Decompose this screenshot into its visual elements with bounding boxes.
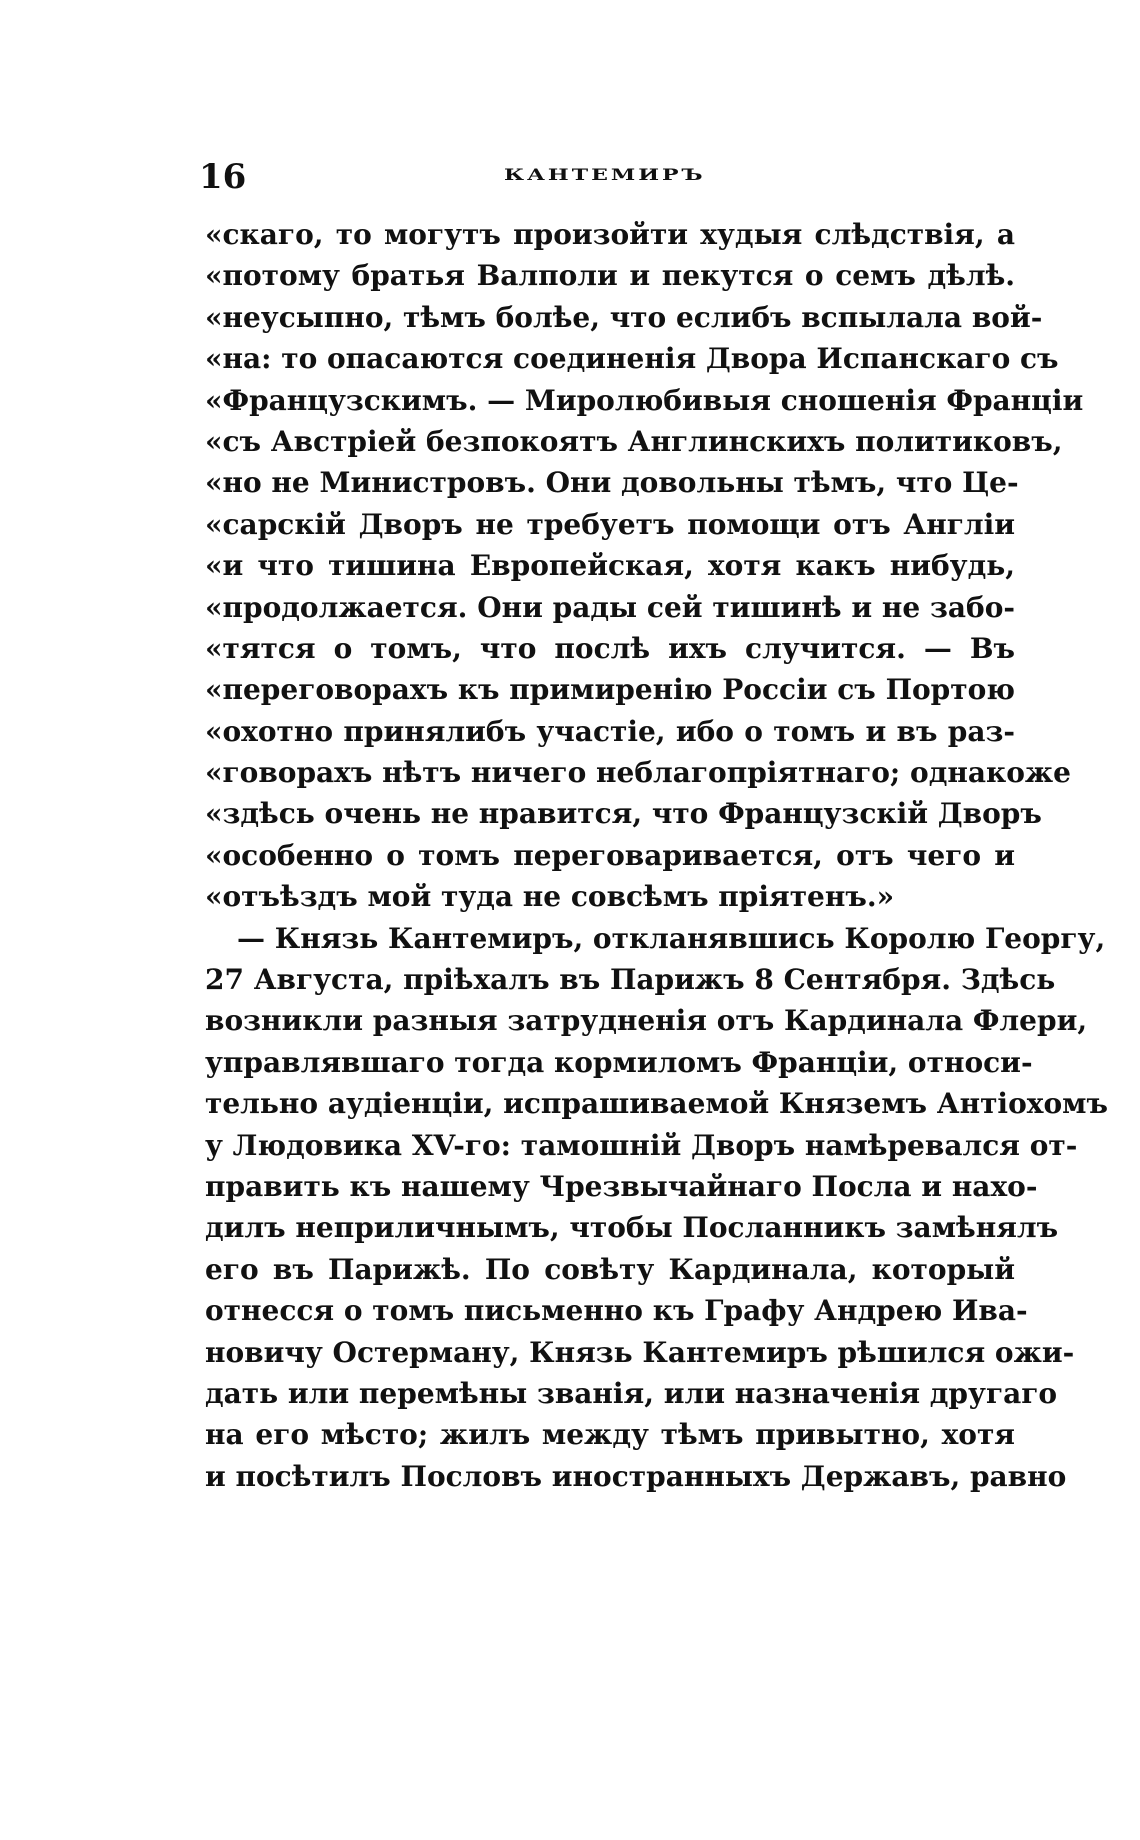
text-line: «продолжается. Они рады сей тишинѣ и не забо- xyxy=(205,590,1015,624)
body-text xyxy=(205,214,1108,1497)
text-line: на его мѣсто; жилъ между тѣмъ привытно, хотя xyxy=(205,1418,1015,1452)
text-line: «неусыпно, тѣмъ болѣе, что еслибъ вспылала вой- xyxy=(205,300,1043,334)
text-line: тельно аудіенціи, испрашиваемой Княземъ Антіохомъ xyxy=(205,1087,1108,1121)
text-line: его въ Парижѣ. По совѣту Кардинала, который xyxy=(205,1252,1015,1286)
text-line: «но не Министровъ. Они довольны тѣмъ, что Це- xyxy=(205,466,1019,500)
text-line: 27 Августа, пріѣхалъ въ Парижъ 8 Сентября. Здѣсь xyxy=(205,963,1056,997)
text-line: «здѣсь очень не нравится, что Французскій Дворъ xyxy=(205,797,1042,831)
text-line: «тятся о томъ, что послѣ ихъ случится. — Въ xyxy=(205,631,1015,665)
text-line: дать или перемѣны званія, или назначенія другаго xyxy=(205,1376,1058,1410)
text-line: дилъ неприличнымъ, чтобы Посланникъ замѣнялъ xyxy=(205,1211,1059,1245)
text-line: «и что тишина Европейская, хотя какъ нибудь, xyxy=(205,549,1015,583)
text-line: «потому братья Валполи и пекутся о семъ дѣлѣ. xyxy=(205,259,1015,293)
text-line: «сарскій Дворъ не требуетъ помощи отъ Англіи xyxy=(205,507,1015,541)
text-line: «особенно о томъ переговаривается, отъ чего и xyxy=(205,838,1015,872)
page-header xyxy=(199,152,1009,202)
text-line: «отъѣздъ мой туда не совсѣмъ пріятенъ.» xyxy=(205,880,895,914)
text-line: новичу Остерману, Князь Кантемиръ рѣшился ожи- xyxy=(205,1335,1075,1369)
text-line: отнесся о томъ письменно къ Графу Андрею Ива- xyxy=(205,1294,1028,1328)
text-line: управлявшаго тогда кормиломъ Франціи, относи- xyxy=(205,1045,1033,1079)
text-line: и посѣтилъ Пословъ иностранныхъ Державъ, равно xyxy=(205,1459,1067,1493)
text-line: править къ нашему Чрезвычайнаго Посла и нахо- xyxy=(205,1169,1038,1203)
text-line: у Людовика XV-го: тамошній Дворъ намѣревался от- xyxy=(205,1128,1078,1162)
text-line: «съ Австріей безпокоятъ Англинскихъ политиковъ, xyxy=(205,424,1063,458)
text-line: «переговорахъ къ примиренію Россіи съ Портою xyxy=(205,673,1015,707)
text-line: «говорахъ нѣтъ ничего неблагопріятнаго; однакоже xyxy=(205,756,1071,790)
text-line: возникли разныя затрудненія отъ Кардинала Флери, xyxy=(205,1004,1088,1038)
text-line: «на: то опасаются соединенія Двора Испанскаго съ xyxy=(205,342,1059,376)
text-line: «скаго, то могутъ произойти худыя слѣдствія, а xyxy=(205,218,1015,251)
running-head: КАНТЕМИРЪ xyxy=(504,165,706,185)
text-line: «охотно принялибъ участіе, ибо о томъ и въ раз- xyxy=(205,714,1015,748)
text-line: — Князь Кантемиръ, откланявшись Королю Георгу, xyxy=(237,921,1106,955)
text-line: «Французскимъ. — Миролюбивыя сношенія Франціи xyxy=(205,383,1084,417)
page-number: 16 xyxy=(199,157,247,197)
